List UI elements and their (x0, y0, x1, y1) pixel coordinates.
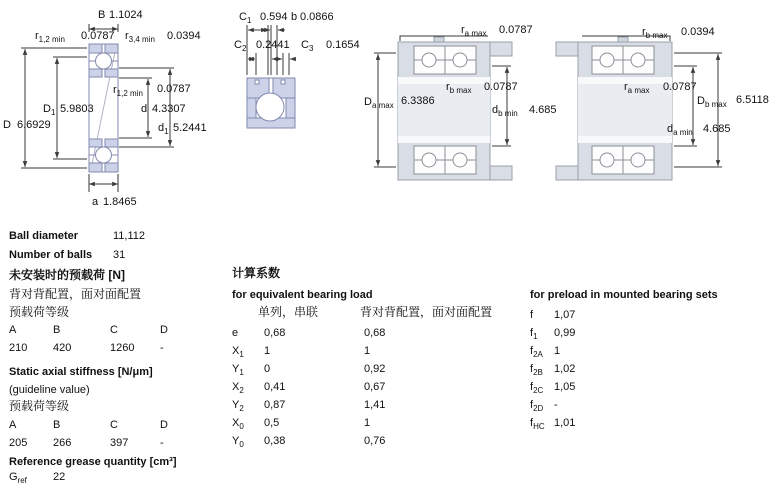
dim-ra-max-value: 0.0787 (499, 24, 533, 36)
pf-row-f-value: 1,07 (554, 309, 576, 321)
dim-d1-value: 5.2441 (173, 122, 207, 134)
calc-row-Y0-v2: 0,76 (364, 435, 386, 447)
dim-ra-max2-value: 0.0787 (663, 81, 697, 93)
dim-B-value: 1.1024 (109, 9, 143, 21)
preload-class-label: 预载荷等级 (9, 305, 70, 319)
pf-row-fHC-label: $f_{HC}$ (530, 417, 545, 432)
dim-Da-max-label: $D_{a max}$ (364, 96, 394, 111)
calc-title-zh: 计算系数 (232, 266, 281, 280)
preload-header-C: C (110, 324, 118, 336)
preload-header-A: A (9, 324, 17, 336)
pf-row-f2C-label: $f_{2C}$ (530, 381, 544, 396)
calc-row-Y2-v1: 0,87 (264, 399, 286, 411)
calc-row-X0-label: $X_0$ (232, 417, 244, 432)
dim-db-min-value: 4.685 (529, 104, 557, 116)
dim-r12min-top-label: $r_{1,2 min}$ (35, 30, 65, 45)
calc-row-X1-v1: 1 (264, 345, 271, 357)
dim-C3-value: 0.1654 (326, 39, 360, 51)
ball-bottom (96, 147, 112, 163)
calc-row-Y2-label: $Y_2$ (232, 399, 244, 414)
dim-da-min-value: 4.685 (703, 123, 731, 135)
dim-C2-value: 0.2441 (256, 39, 290, 51)
stiffness-value-B: 266 (53, 437, 72, 449)
stiffness-section-subtitle: (guideline value) (9, 384, 90, 396)
dim-Da-max-value: 6.3386 (401, 95, 435, 107)
dim-rb-max2-label: $r_{b max}$ (642, 26, 668, 41)
calc-row-Y2-v2: 1,41 (364, 399, 386, 411)
calc-row-Y0-v1: 0,38 (264, 435, 286, 447)
calc-row-X2-v2: 0,67 (364, 381, 386, 393)
stiffness-header-C: C (110, 419, 118, 431)
pf-row-f2C-value: 1,05 (554, 381, 576, 393)
ball-top (96, 53, 112, 69)
preload-value-C: 1260 (110, 342, 135, 354)
dim-Db-max-label: $D_{b max}$ (697, 95, 727, 110)
grease-gref-value: 22 (53, 471, 66, 483)
dim-C1-value: 0.594 (260, 11, 288, 23)
dim-db-min-label: $d_{b min}$ (492, 104, 518, 119)
calc-row-X2-v1: 0,41 (264, 381, 286, 393)
spec-ball-diameter-value: 11,112 (113, 230, 146, 242)
stiffness-section-title: Static axial stiffness [N/μm] (9, 366, 153, 378)
dim-D-value: 6.6929 (17, 119, 51, 131)
dim-C1-label: $C_1$ (239, 11, 252, 26)
pf-row-f2D-label: $f_{2D}$ (530, 399, 544, 414)
preload-section-subtitle: 背对背配置，面对面配置 (9, 287, 142, 301)
preload-header-D: D (160, 324, 168, 336)
dim-d-value: 4.3307 (152, 103, 186, 115)
calc-row-e-label: e (232, 327, 239, 339)
preload-value-A: 210 (9, 342, 28, 354)
calc-row-Y1-label: $Y_1$ (232, 363, 244, 378)
pf-row-f1-value: 0,99 (554, 327, 576, 339)
stiffness-value-D: - (160, 437, 164, 449)
preload-value-D: - (160, 342, 164, 354)
dim-da-min-label: $d_{a min}$ (667, 123, 693, 138)
calc-row-e-v1: 0,68 (264, 327, 286, 339)
dim-b-value: 0.0866 (300, 11, 334, 23)
pf-row-fHC-value: 1,01 (554, 417, 576, 429)
dim-D-label: D (3, 119, 11, 131)
dim-rb-max-value: 0.0787 (484, 81, 518, 93)
grease-section-title: Reference grease quantity [cm³] (9, 456, 177, 468)
dim-rb-max2-value: 0.0394 (681, 26, 715, 38)
calc-row-e-v2: 0,68 (364, 327, 386, 339)
stiffness-class-label: 预载荷等级 (9, 399, 70, 413)
calc-row-X2-label: $X_2$ (232, 381, 244, 396)
calc-row-X1-label: $X_1$ (232, 345, 244, 360)
dim-d-label: d (141, 103, 148, 115)
dim-r12min-top-value: 0.0787 (81, 30, 115, 42)
stiffness-header-B: B (53, 419, 61, 431)
dim-Db-max-value: 6.5118 (736, 94, 769, 106)
dim-r12min-mid-label: $r_{1,2 min}$ (113, 84, 143, 99)
calc-title-en: for equivalent bearing load (232, 289, 373, 301)
spec-number-of-balls-label: Number of balls (9, 249, 93, 261)
dim-r34min-value: 0.0394 (167, 30, 201, 42)
dim-C2-label: $C_2$ (234, 39, 247, 54)
stiffness-header-D: D (160, 419, 168, 431)
dim-C3-label: $C_3$ (301, 39, 314, 54)
spec-ball-diameter-label: Ball diameter (9, 230, 79, 242)
preload-section-title: 未安装时的预载荷 [N] (9, 268, 125, 282)
stiffness-value-A: 205 (9, 437, 28, 449)
grease-gref-label: $G_{ref}$ (9, 471, 27, 486)
ball (256, 93, 284, 121)
dim-r34min-label: $r_{3,4 min}$ (125, 30, 155, 45)
calc-row-Y0-label: $Y_0$ (232, 435, 244, 450)
stiffness-value-C: 397 (110, 437, 129, 449)
preload-value-B: 420 (53, 342, 72, 354)
pf-row-f-label: f (530, 309, 534, 321)
shaft (398, 77, 490, 143)
calc-col2-header: 背对背配置，面对面配置 (360, 305, 493, 319)
stiffness-header-A: A (9, 419, 17, 431)
preload-header-B: B (53, 324, 61, 336)
calc-row-X1-v2: 1 (364, 345, 371, 357)
spec-number-of-balls-value: 31 (113, 249, 126, 261)
pf-row-f2A-value: 1 (554, 345, 561, 357)
pf-row-f2B-value: 1,02 (554, 363, 576, 375)
dim-d1-label: $d_1$ (158, 122, 169, 137)
dim-r12min-mid-value: 0.0787 (157, 83, 191, 95)
pf-row-f2B-label: $f_{2B}$ (530, 363, 543, 378)
calc-row-X0-v2: 1 (364, 417, 371, 429)
calc-row-Y1-v1: 0 (264, 363, 271, 375)
dim-a-label: a (92, 196, 99, 208)
pf-row-f2D-value: - (554, 399, 558, 411)
dim-B-label: B (98, 9, 106, 21)
calc-row-Y1-v2: 0,92 (364, 363, 386, 375)
dim-D1-value: 5.9803 (60, 103, 94, 115)
calc-col1-header: 单列，串联 (258, 305, 319, 319)
dim-D1-label: $D_1$ (43, 103, 56, 118)
pf-title: for preload in mounted bearing sets (530, 289, 718, 301)
dim-rb-max-label: $r_{b max}$ (446, 81, 472, 96)
dim-ra-max2-label: $r_{a max}$ (624, 81, 650, 96)
dim-a-value: 1.8465 (103, 196, 137, 208)
dim-b-label: b (291, 11, 298, 23)
dim-ra-max-label: $r_{a max}$ (461, 24, 487, 39)
pf-row-f2A-label: $f_{2A}$ (530, 345, 543, 360)
calc-row-X0-v1: 0,5 (264, 417, 280, 429)
pf-row-f1-label: $f_1$ (530, 327, 538, 342)
